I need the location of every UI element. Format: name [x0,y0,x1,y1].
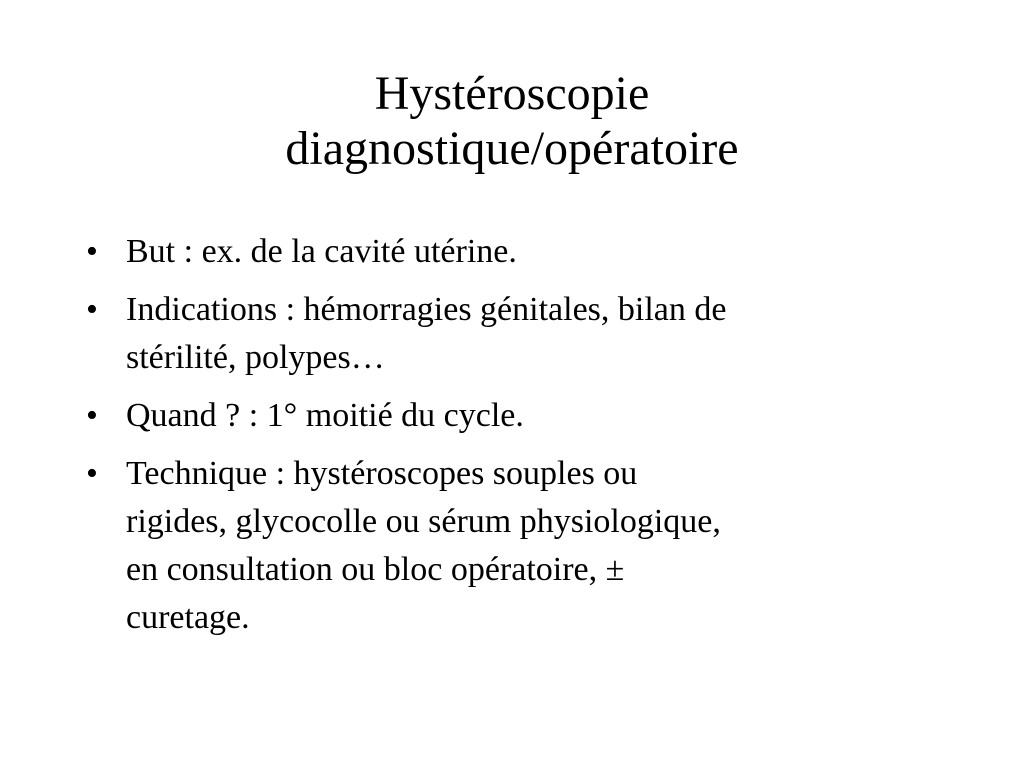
slide-title [0,66,1024,176]
bullet-icon: • [86,233,98,270]
slide-title-line-1: Hystéroscopie [374,67,650,120]
bullet-text [126,286,952,382]
bullet-line: Quand ? : 1° moitié du cycle. [126,397,524,434]
bullet-line: Indications : hémorragies génitales, bilan de [126,291,727,328]
bullet-icon: • [86,291,98,328]
bullet-line: But : ex. de la cavité utérine. [126,233,517,270]
bullet-item-purpose [82,228,952,276]
bullet-item-technique [82,450,952,642]
bullet-text [126,228,952,276]
bullet-line: en consultation ou bloc opératoire, ± [126,551,625,588]
bullet-icon: • [86,455,98,492]
bullet-line: rigides, glycocolle ou sérum physiologique, [126,503,721,540]
slide-title-line-2: diagnostique/opératoire [285,122,739,175]
bullet-text [126,392,952,440]
bullet-list [82,228,952,652]
bullet-item-timing [82,392,952,440]
bullet-icon: • [86,397,98,434]
bullet-line: stérilité, polypes… [126,339,385,376]
bullet-line: curetage. [126,599,250,636]
bullet-text [126,450,952,642]
bullet-line: Technique : hystéroscopes souples ou [126,455,638,492]
bullet-item-indications [82,286,952,382]
